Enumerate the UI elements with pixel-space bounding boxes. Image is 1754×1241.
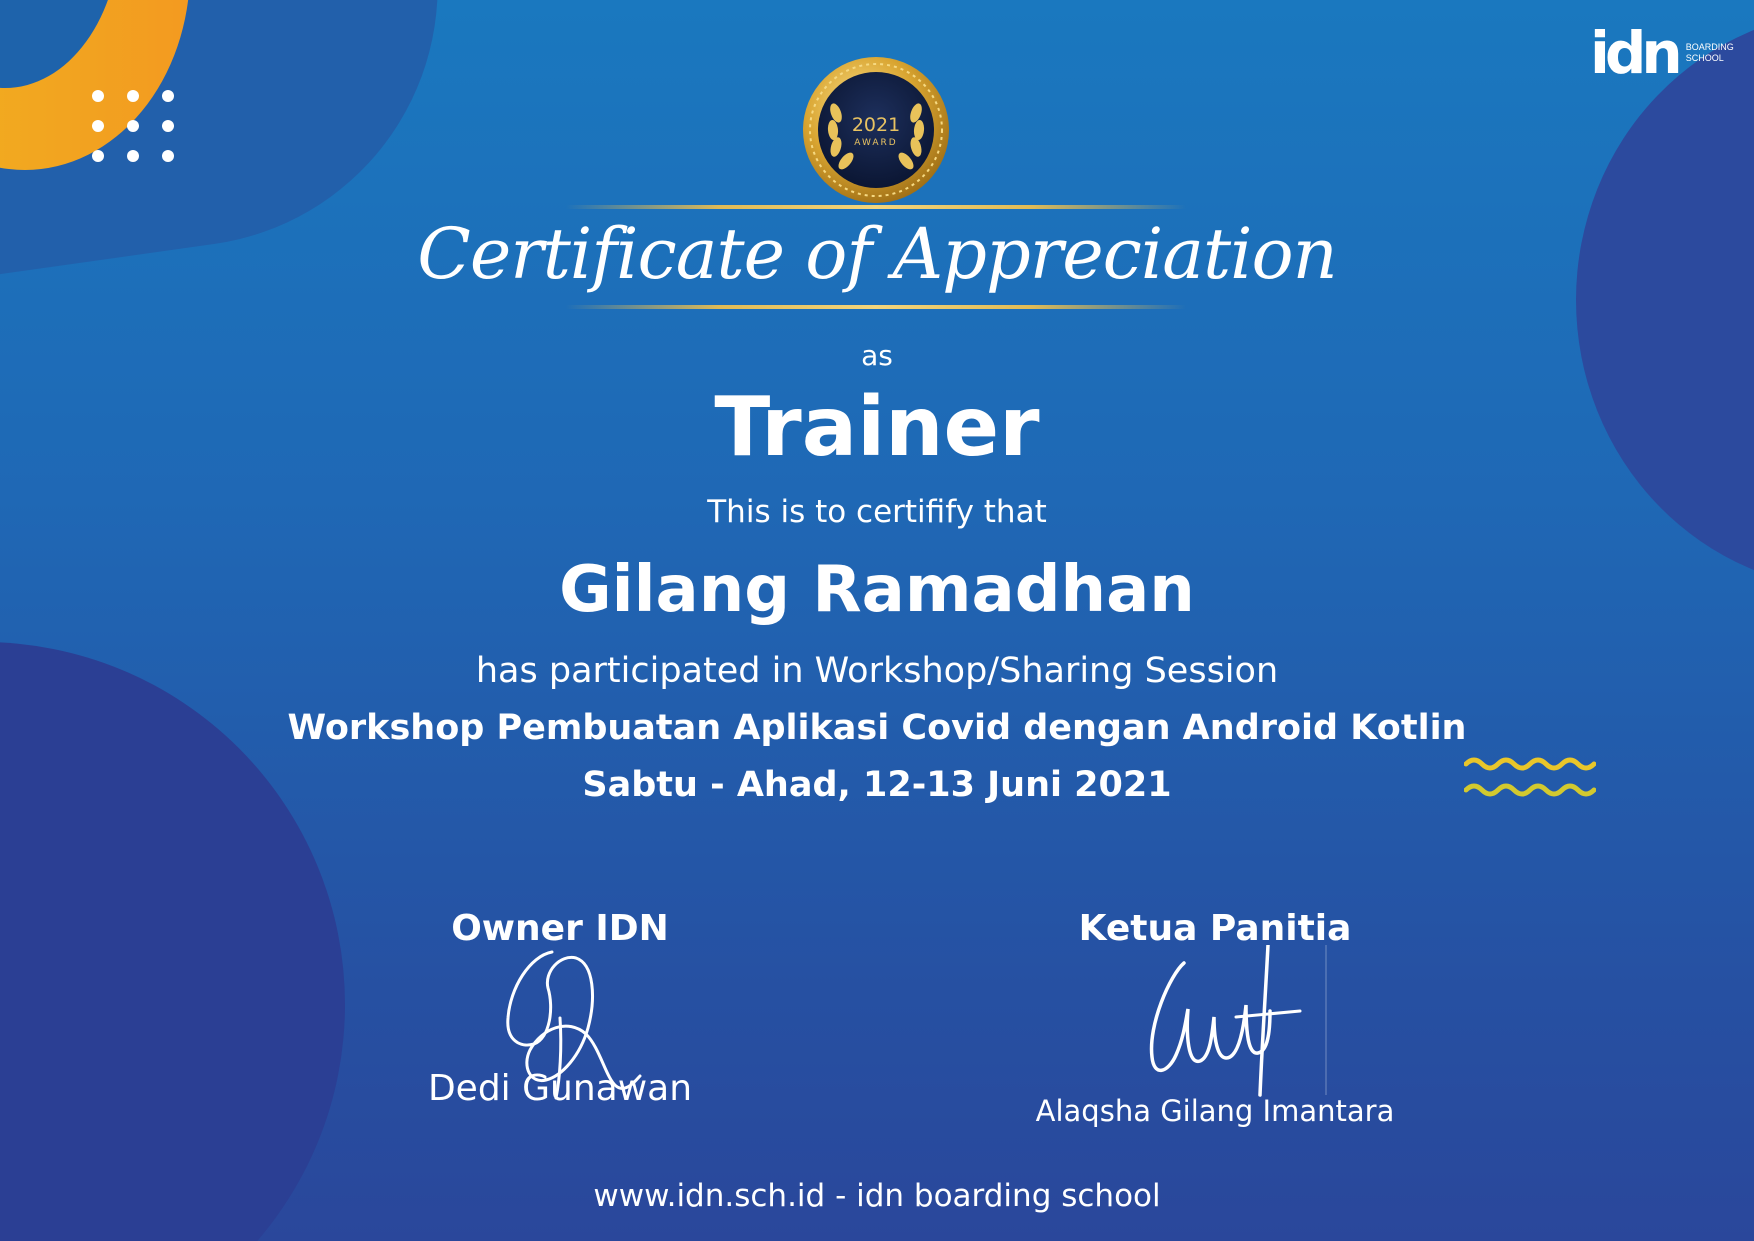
signatory-title: Ketua Panitia	[1078, 908, 1352, 949]
signature-owner	[490, 948, 660, 1118]
dot	[127, 120, 139, 132]
certificate-title: Certificate of Appreciation	[417, 213, 1337, 295]
certify-text: This is to certifify that	[707, 494, 1047, 530]
as-label: as	[861, 339, 893, 372]
dot	[162, 150, 174, 162]
wavy-lines-decoration	[1464, 754, 1596, 802]
dot	[162, 120, 174, 132]
participation-text: has participated in Workshop/Sharing Session	[475, 651, 1279, 691]
event-name: Workshop Pembuatan Aplikasi Covid dengan Android Kotlin	[287, 708, 1467, 748]
dot	[92, 90, 104, 102]
signatory-title: Owner IDN	[451, 908, 669, 949]
signature-committee-chair	[1140, 945, 1340, 1100]
medal-year: 2021	[851, 114, 901, 136]
title-gold-line-top	[566, 205, 1186, 209]
signatory-name: Dedi Gunawan	[427, 1068, 693, 1109]
idn-logo	[1590, 19, 1746, 87]
dot	[92, 150, 104, 162]
idn-logo-subtitle: BOARDING SCHOOL	[1685, 42, 1734, 63]
signatory-name: Alaqsha Gilang Imantara	[1035, 1094, 1395, 1128]
award-medal-icon	[798, 55, 954, 205]
idn-logo-mark: idn	[1590, 19, 1678, 87]
role-heading: Trainer	[714, 380, 1040, 475]
medal-label: AWARD	[854, 138, 898, 148]
dot	[127, 90, 139, 102]
event-date: Sabtu - Ahad, 12-13 Juni 2021	[582, 765, 1172, 805]
dot	[92, 120, 104, 132]
title-gold-line-bottom	[566, 305, 1186, 309]
footer-website: www.idn.sch.id - idn boarding school	[593, 1178, 1161, 1214]
dot	[127, 150, 139, 162]
dot	[162, 90, 174, 102]
recipient-name: Gilang Ramadhan	[559, 553, 1195, 627]
dot-grid-decoration	[92, 90, 182, 170]
